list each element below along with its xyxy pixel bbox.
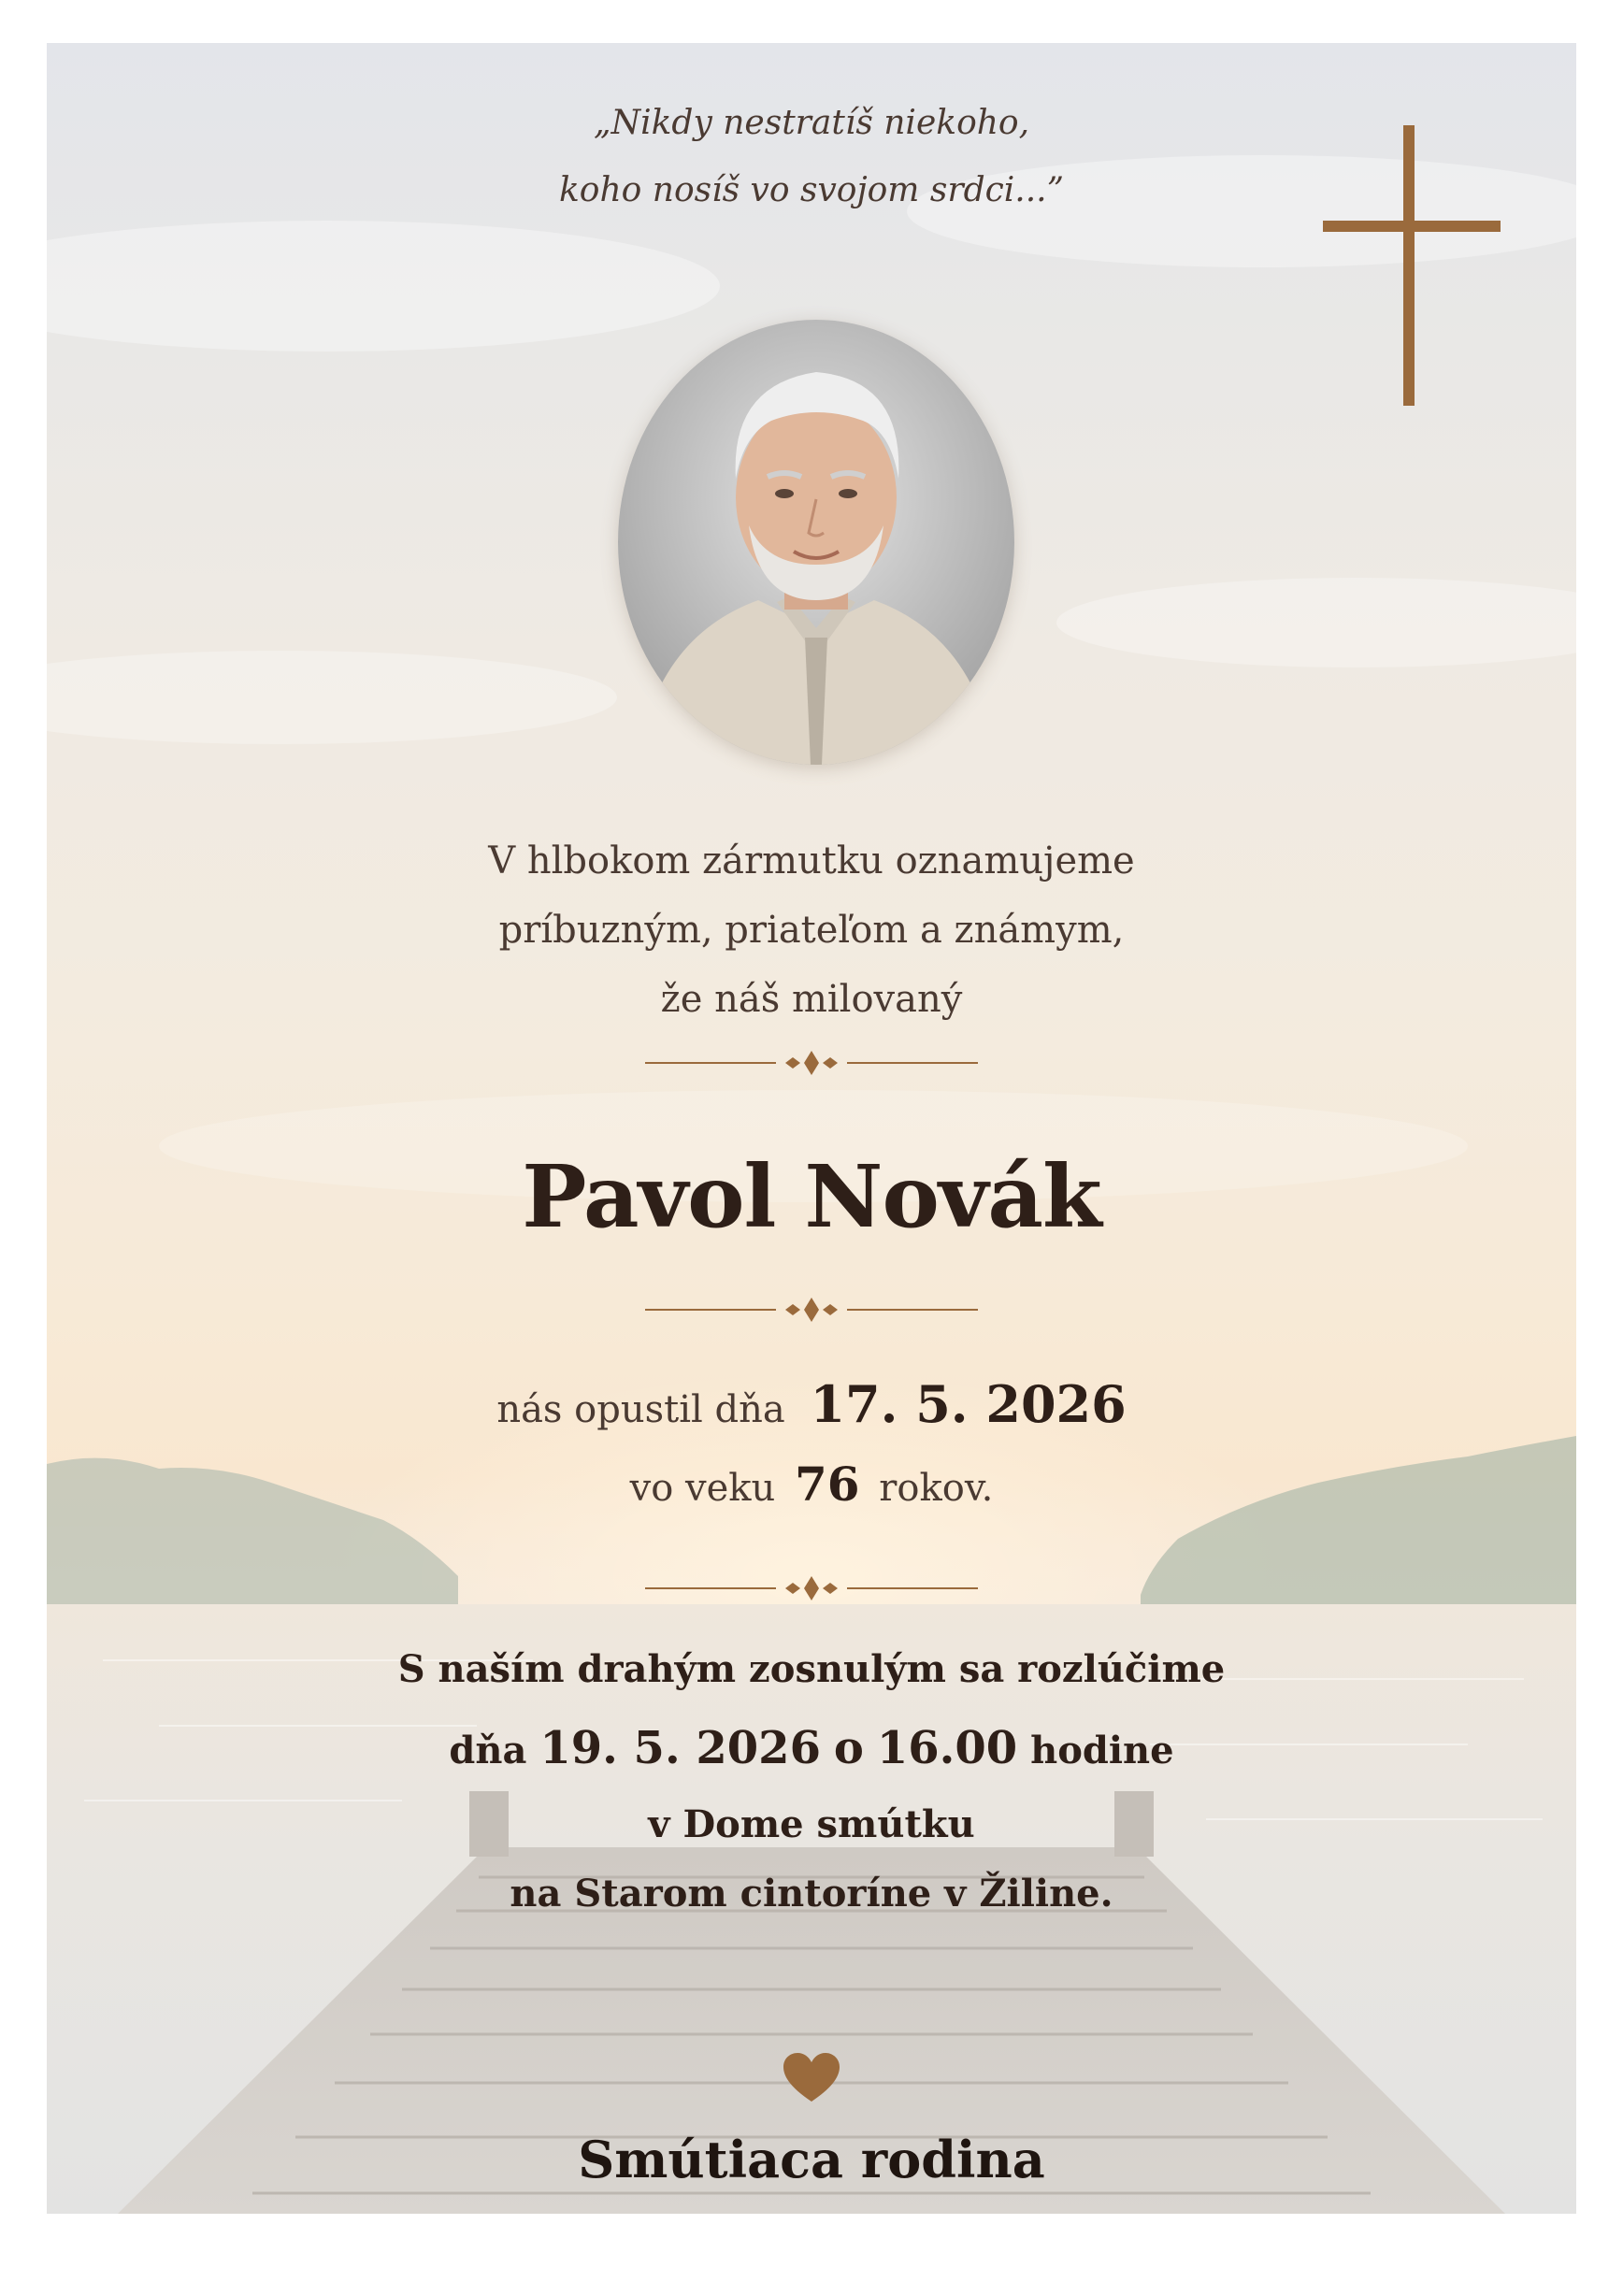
portrait-illustration <box>618 320 1014 765</box>
obituary-card <box>47 43 1576 2214</box>
age-line <box>47 1457 1576 1512</box>
death-date-line <box>47 1374 1576 1434</box>
farewell-line-2 <box>47 1722 1576 1774</box>
age-prefix: vo veku <box>629 1467 776 1510</box>
farewell-line-1: S naším drahým zosnulým sa rozlúčime <box>397 1647 1226 1691</box>
farewell-day-prefix: dňa <box>449 1729 527 1772</box>
ornament-divider-icon <box>645 1049 978 1077</box>
quote-line-1: „Nikdy nestratíš niekoho, <box>593 104 1030 142</box>
farewell-hour-suffix: hodine <box>1030 1729 1174 1772</box>
intro-line-2: príbuzným, priateľom a známym, <box>498 909 1125 952</box>
age-suffix: rokov. <box>879 1467 994 1510</box>
funeral-date: 19. 5. 2026 <box>539 1722 821 1774</box>
ornament-divider-icon <box>645 1296 978 1324</box>
intro-line-3: že náš milovaný <box>660 978 963 1021</box>
ornament-divider-icon <box>645 1574 978 1602</box>
cross-icon <box>1323 125 1501 406</box>
intro-line-1: V hlbokom zármutku oznamujeme <box>488 839 1135 883</box>
funeral-time: 16.00 <box>876 1722 1018 1774</box>
deceased-name: Pavol Novák <box>522 1146 1101 1247</box>
farewell-venue: v Dome smútku <box>648 1802 975 1846</box>
portrait-photo <box>618 320 1014 765</box>
death-label: nás opustil dňa <box>496 1388 785 1431</box>
farewell-connector: o <box>833 1722 864 1774</box>
death-date: 17. 5. 2026 <box>810 1374 1127 1434</box>
quote-line-2: koho nosíš vo svojom srdci...” <box>558 171 1065 209</box>
heart-icon <box>783 2053 840 2103</box>
signoff: Smútiaca rodina <box>578 2130 1045 2189</box>
age-value: 76 <box>794 1457 860 1512</box>
farewell-location: na Starom cintoríne v Žiline. <box>510 1872 1113 1916</box>
